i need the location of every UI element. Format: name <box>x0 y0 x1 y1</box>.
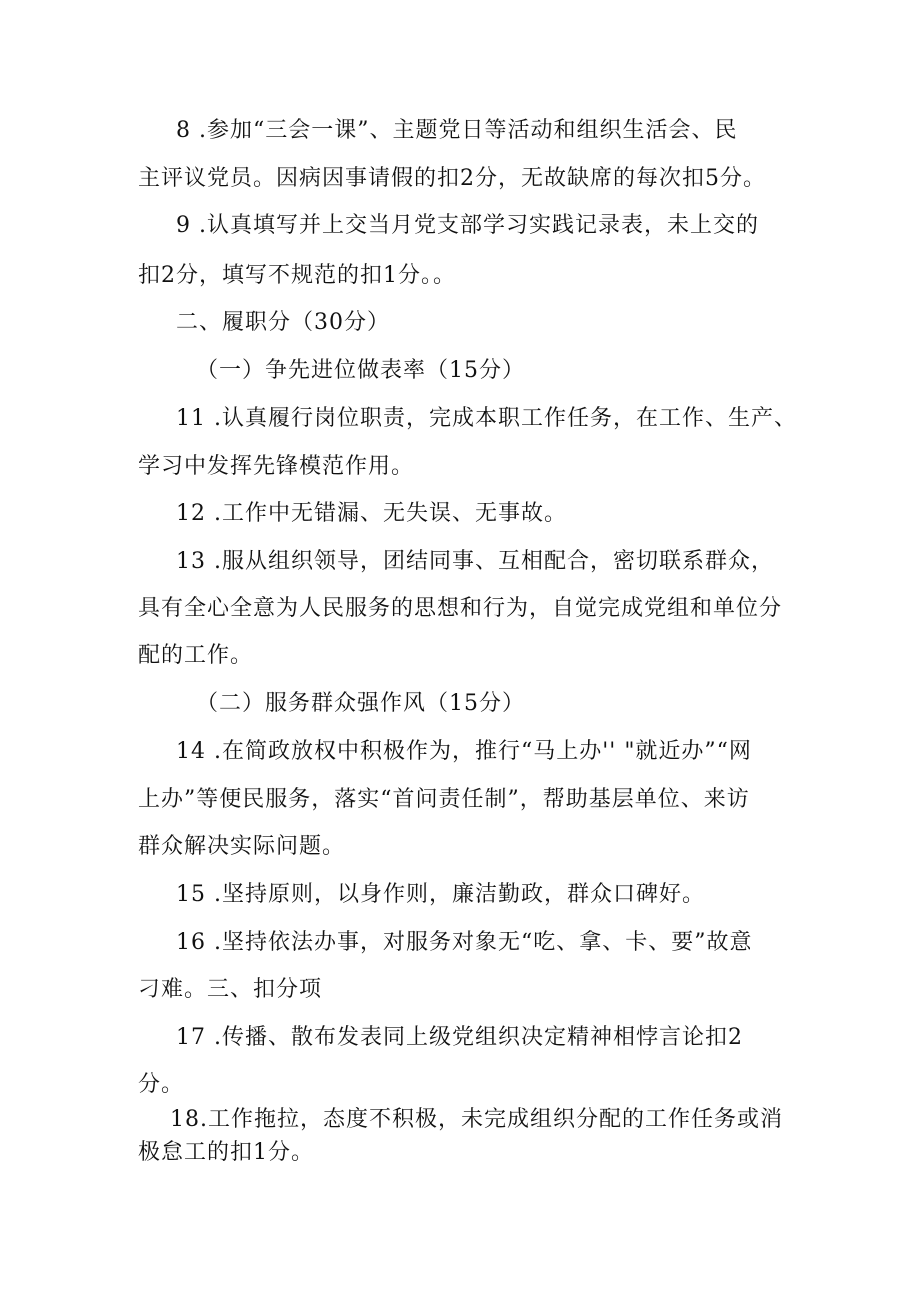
item-17-line-1: 17 .传播、散布发表同上级党组织决定精神相悖言论扣2 <box>176 1025 743 1050</box>
item-18-line-2: 极怠工的扣1分。 <box>138 1140 314 1165</box>
item-17-line-2: 分。 <box>138 1072 185 1097</box>
item-15-line-1: 15 .坚持原则，以身作则，廉洁勤政，群众口碑好。 <box>176 882 705 907</box>
item-13-line-3: 配的工作。 <box>138 643 254 668</box>
item-16-line-1: 16 .坚持依法办事，对服务对象无“吃、拿、卡、要”故意 <box>176 930 753 955</box>
item-9-line-1: 9 .认真填写并上交当月党支部学习实践记录表，未上交的 <box>176 213 759 238</box>
item-9-line-2: 扣2分，填写不规范的扣1分。。 <box>138 263 456 288</box>
item-14-line-3: 群众解决实际问题。 <box>138 834 346 859</box>
item-8-line-1: 8 .参加“三会一课”、主题党日等活动和组织生活会、民 <box>176 118 738 143</box>
section-2-heading: 二、履职分（30分） <box>176 310 390 335</box>
subsection-2-heading: （二）服务群众强作风（15分） <box>196 691 525 716</box>
item-12-line-1: 12 .工作中无错漏、无失误、无事故。 <box>176 501 567 526</box>
item-13-line-2: 具有全心全意为人民服务的思想和行为，自觉完成党组和单位分 <box>138 596 783 621</box>
item-11-line-2: 学习中发挥先锋模范作用。 <box>138 454 415 479</box>
item-16-line-2: 刁难。三、扣分项 <box>138 977 323 1002</box>
item-18-line-1: 18.工作拖拉，态度不积极，未完成组织分配的工作任务或消 <box>170 1107 783 1132</box>
item-11-line-1: 11 .认真履行岗位职责，完成本职工作任务，在工作、生产、 <box>176 406 797 431</box>
subsection-1-heading: （一）争先进位做表率（15分） <box>196 358 525 383</box>
item-14-line-2: 上办”等便民服务，落实“首问责任制”，帮助基层单位、来访 <box>138 787 750 812</box>
item-8-line-2: 主评议党员。因病因事请假的扣2分，无故缺席的每次扣5分。 <box>138 166 766 191</box>
item-13-line-1: 13 .服从组织领导，团结同事、互相配合，密切联系群众， <box>176 549 774 574</box>
item-14-line-1: 14 .在简政放权中积极作为，推行“马上办'' "就近办”“网 <box>176 739 752 764</box>
